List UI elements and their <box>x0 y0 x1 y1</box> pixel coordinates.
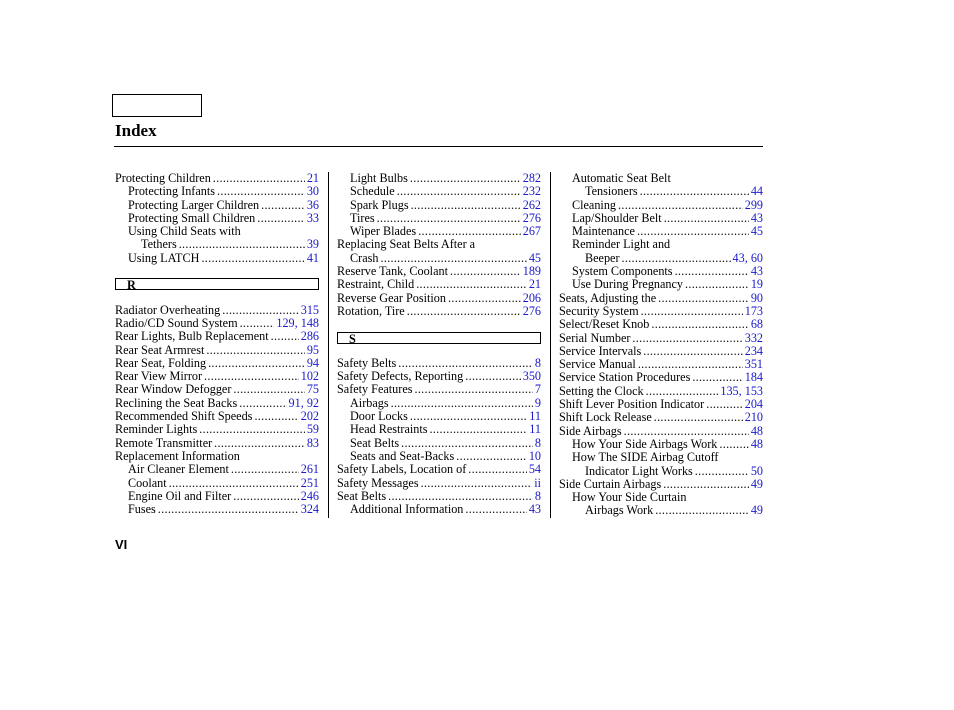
index-entry <box>337 225 541 238</box>
index-entry <box>559 451 763 464</box>
index-entry <box>115 477 319 490</box>
index-entry-page-link[interactable]: 11 <box>529 422 541 437</box>
dot-leader <box>401 437 533 450</box>
index-entry-term: Beeper <box>585 250 620 265</box>
index-entry-term: Protecting Small Children <box>128 210 256 225</box>
index-entry-page-link[interactable]: 90 <box>750 290 763 305</box>
dot-leader <box>622 252 731 265</box>
index-entry-term: How The SIDE Airbag Cutoff <box>572 450 719 465</box>
index-entry <box>115 437 319 450</box>
index-entry-page-link[interactable]: 267 <box>522 224 541 239</box>
dot-leader <box>214 437 305 450</box>
index-entry-page-link[interactable]: 21 <box>528 277 541 292</box>
index-entry-page-link[interactable]: 43 <box>528 502 541 517</box>
index-entry-term: Using Child Seats with <box>128 224 241 239</box>
index-entry <box>559 345 763 358</box>
index-entry-page-link[interactable]: 48 <box>750 436 763 451</box>
index-entry <box>559 465 763 478</box>
index-entry-page-link[interactable]: 44 <box>750 184 763 199</box>
dot-leader <box>654 411 743 424</box>
spacer <box>337 344 541 357</box>
index-entry-term: Reclining the Seat Backs <box>115 395 238 410</box>
index-entry-page-link[interactable]: 83 <box>306 435 319 450</box>
index-entry <box>115 423 319 436</box>
dot-leader <box>706 398 743 411</box>
index-entry-page-link[interactable]: 251 <box>300 475 319 490</box>
index-entry-page-link[interactable]: 45 <box>528 250 541 265</box>
index-entry <box>337 397 541 410</box>
index-entry-term: Seat Belts <box>337 488 387 503</box>
index-entry-page-link[interactable]: 9 <box>534 395 541 410</box>
dot-leader <box>257 212 305 225</box>
dot-leader <box>719 438 748 451</box>
index-entry-page-link[interactable]: 8 <box>534 355 541 370</box>
dot-leader <box>618 199 743 212</box>
index-entry-term: Tethers <box>141 237 177 252</box>
index-entry <box>115 357 319 370</box>
index-entry <box>337 199 541 212</box>
index-entry-term: Cleaning <box>572 197 617 212</box>
index-entry-term: Side Curtain Airbags <box>559 476 662 491</box>
index-entry-page-link[interactable]: 234 <box>744 343 763 358</box>
index-entry-term: Head Restraints <box>350 422 428 437</box>
dot-leader <box>199 423 305 436</box>
dot-leader <box>169 477 299 490</box>
dot-leader <box>638 358 743 371</box>
dot-leader <box>695 465 749 478</box>
index-entry-page-link[interactable]: 210 <box>744 410 763 425</box>
dot-leader <box>377 212 521 225</box>
dot-leader <box>468 463 527 476</box>
index-entry-term: Safety Belts <box>337 355 397 370</box>
index-entry <box>337 477 541 490</box>
spacer <box>115 290 319 303</box>
index-entry-page-link[interactable]: 43 <box>750 264 763 279</box>
index-entry-page-link[interactable]: 43 <box>750 210 763 225</box>
dot-leader <box>410 172 521 185</box>
index-entry <box>559 252 763 265</box>
index-entry-term: Engine Oil and Filter <box>128 488 232 503</box>
dot-leader <box>397 185 521 198</box>
dot-leader <box>240 317 275 330</box>
index-entry-page-link[interactable]: 261 <box>300 462 319 477</box>
index-entry-term: Rear View Mirror <box>115 369 203 384</box>
index-column-1 <box>115 172 319 516</box>
index-entry-term: Crash <box>350 250 379 265</box>
index-entry <box>559 278 763 291</box>
index-entry-term: Reminder Lights <box>115 422 198 437</box>
dot-leader <box>465 503 526 516</box>
index-entry-page-link[interactable]: 262 <box>522 197 541 212</box>
index-entry <box>115 212 319 225</box>
index-entry <box>115 450 319 463</box>
index-entry-term: Tensioners <box>585 184 638 199</box>
dot-leader <box>655 504 749 517</box>
dot-leader <box>643 345 742 358</box>
header-tab-box <box>112 94 202 117</box>
index-entry-term: Seats, Adjusting the <box>559 290 657 305</box>
index-entry <box>337 278 541 291</box>
index-entry <box>115 344 319 357</box>
index-entry <box>559 438 763 451</box>
index-entry <box>559 185 763 198</box>
index-entry-term: Light Bulbs <box>350 171 408 185</box>
index-entry-term: Coolant <box>128 475 167 490</box>
index-entry-term: Security System <box>559 303 639 318</box>
index-entry-page-link[interactable]: 204 <box>744 397 763 412</box>
dot-leader <box>646 385 719 398</box>
index-entry <box>559 358 763 371</box>
dot-leader <box>254 410 298 423</box>
index-entry <box>559 305 763 318</box>
index-entry-page-link[interactable]: 19 <box>750 277 763 292</box>
index-entry-term: Rear Seat, Folding <box>115 355 207 370</box>
index-entry-term: Additional Information <box>350 502 464 517</box>
index-entry-page-link[interactable]: 8 <box>534 488 541 503</box>
index-entry-page-link[interactable]: 276 <box>522 303 541 318</box>
index-entry-page-link[interactable]: 95 <box>306 342 319 357</box>
dot-leader <box>418 225 521 238</box>
index-entry <box>559 265 763 278</box>
index-entry <box>115 199 319 212</box>
index-entry-term: Service Manual <box>559 357 636 372</box>
index-entry-page-link[interactable]: 129, 148 <box>276 315 319 330</box>
index-entry-term: Airbags <box>350 395 389 410</box>
dot-leader <box>158 503 299 516</box>
dot-leader <box>450 265 521 278</box>
section-letter-header: R <box>115 278 319 290</box>
index-entry-page-link[interactable]: 246 <box>300 488 319 503</box>
index-entry-page-link[interactable]: 91, 92 <box>288 395 319 410</box>
dot-leader <box>208 357 305 370</box>
dot-leader <box>692 371 742 384</box>
index-entry <box>337 212 541 225</box>
index-entry-page-link[interactable]: 173 <box>744 303 763 318</box>
dot-leader <box>233 490 298 503</box>
index-entry <box>559 212 763 225</box>
dot-leader <box>675 265 749 278</box>
dot-leader <box>414 383 532 396</box>
index-entry-term: Maintenance <box>572 224 635 239</box>
index-entry-page-link[interactable]: 232 <box>522 184 541 199</box>
index-entry <box>115 172 319 185</box>
dot-leader <box>465 370 520 383</box>
index-entry <box>559 398 763 411</box>
index-entry <box>559 425 763 438</box>
dot-leader <box>430 423 528 436</box>
dot-leader <box>421 477 533 490</box>
dot-leader <box>217 185 305 198</box>
index-entry <box>559 491 763 504</box>
index-entry-page-link[interactable]: 39 <box>306 237 319 252</box>
index-entry-term: Use During Pregnancy <box>572 277 684 292</box>
index-entry <box>337 357 541 370</box>
index-entry-page-link[interactable]: 282 <box>522 171 541 185</box>
dot-leader <box>388 490 533 503</box>
title-rule <box>114 146 763 147</box>
index-entry-term: Restraint, Child <box>337 277 415 292</box>
index-entry-term: Setting the Clock <box>559 383 644 398</box>
index-entry-page-link[interactable]: 48 <box>750 423 763 438</box>
index-entry <box>559 318 763 331</box>
dot-leader <box>179 238 305 251</box>
index-entry-page-link[interactable]: 286 <box>300 329 319 344</box>
index-entry-page-link[interactable]: 8 <box>534 435 541 450</box>
index-entry-page-link[interactable]: 30 <box>306 184 319 199</box>
index-entry <box>337 450 541 463</box>
index-column-3 <box>559 172 763 518</box>
spacer <box>115 265 319 278</box>
index-entry-term: Safety Messages <box>337 475 419 490</box>
index-entry <box>559 172 763 185</box>
index-entry <box>115 330 319 343</box>
index-entry <box>337 172 541 185</box>
index-entry <box>337 265 541 278</box>
index-entry-page-link[interactable]: 7 <box>534 382 541 397</box>
index-entry <box>559 504 763 517</box>
index-entry <box>559 292 763 305</box>
dot-leader <box>233 383 304 396</box>
index-entry <box>115 304 319 317</box>
index-entry <box>337 463 541 476</box>
dot-leader <box>456 450 527 463</box>
index-entry-term: Seats and Seat-Backs <box>350 448 455 463</box>
index-entry <box>115 317 319 330</box>
dot-leader <box>632 332 742 345</box>
index-entry <box>337 410 541 423</box>
index-entry <box>559 225 763 238</box>
index-entry <box>337 252 541 265</box>
index-entry <box>337 503 541 516</box>
index-entry-term: Select/Reset Knob <box>559 317 650 332</box>
index-entry-term: Recommended Shift Speeds <box>115 409 253 424</box>
index-entry-page-link[interactable]: 102 <box>300 369 319 384</box>
dot-leader <box>411 199 521 212</box>
index-entry <box>337 238 541 251</box>
index-entry-term: Remote Transmitter <box>115 435 213 450</box>
index-entry <box>559 411 763 424</box>
index-entry-term: Automatic Seat Belt <box>572 171 671 185</box>
index-entry-page-link[interactable]: 33 <box>306 210 319 225</box>
index-entry-term: Reminder Light and <box>572 237 671 252</box>
index-entry-page-link[interactable]: 184 <box>744 370 763 385</box>
dot-leader <box>410 410 527 423</box>
index-entry-page-link[interactable]: 49 <box>750 476 763 491</box>
index-entry <box>559 385 763 398</box>
index-entry-page-link[interactable]: 276 <box>522 210 541 225</box>
index-entry <box>337 423 541 436</box>
index-entry <box>337 305 541 318</box>
index-entry-term: Serial Number <box>559 330 631 345</box>
index-column-2 <box>337 172 541 516</box>
index-entry <box>559 238 763 251</box>
index-entry-term: Protecting Infants <box>128 184 215 199</box>
index-entry-term: Rear Lights, Bulb Replacement <box>115 329 269 344</box>
index-entry-page-link[interactable]: 41 <box>306 250 319 265</box>
dot-leader <box>658 292 749 305</box>
spacer <box>337 318 541 331</box>
dot-leader <box>239 397 286 410</box>
dot-leader <box>641 305 743 318</box>
index-entry-page-link[interactable]: 135, 153 <box>720 383 763 398</box>
index-entry-term: Air Cleaner Element <box>128 462 229 477</box>
index-entry-term: Reserve Tank, Coolant <box>337 264 448 279</box>
index-entry-page-link[interactable]: 94 <box>306 355 319 370</box>
index-entry <box>337 292 541 305</box>
index-entry-term: Reverse Gear Position <box>337 290 446 305</box>
index-entry-term: Side Airbags <box>559 423 622 438</box>
index-entry-term: Safety Features <box>337 382 413 397</box>
index-entry-term: Service Station Procedures <box>559 370 691 385</box>
index-entry-term: Radiator Overheating <box>115 302 221 317</box>
index-entry-page-link[interactable]: 332 <box>744 330 763 345</box>
index-entry-term: Protecting Larger Children <box>128 197 260 212</box>
index-entry-page-link[interactable]: 68 <box>750 317 763 332</box>
index-entry-page-link[interactable]: 49 <box>750 503 763 518</box>
index-entry-page-link[interactable]: 315 <box>300 302 319 317</box>
index-entry-term: Seat Belts <box>350 435 400 450</box>
dot-leader <box>640 185 749 198</box>
index-entry-term: Replacement Information <box>115 448 240 463</box>
index-entry-page-link[interactable]: 10 <box>528 448 541 463</box>
index-entry-term: Tires <box>350 210 375 225</box>
dot-leader <box>213 172 305 185</box>
index-entry-term: Rotation, Tire <box>337 303 405 318</box>
index-entry <box>115 463 319 476</box>
index-entry <box>559 478 763 491</box>
dot-leader <box>206 344 304 357</box>
index-entry-page-link[interactable]: 206 <box>522 290 541 305</box>
index-entry <box>115 238 319 251</box>
index-entry <box>337 490 541 503</box>
index-entry-page-link[interactable]: 202 <box>300 409 319 424</box>
dot-leader <box>201 252 304 265</box>
index-entry <box>337 437 541 450</box>
index-entry-page-link[interactable]: 324 <box>300 502 319 517</box>
index-entry <box>115 490 319 503</box>
index-entry <box>115 370 319 383</box>
dot-leader <box>685 278 749 291</box>
index-entry-term: Safety Defects, Reporting <box>337 369 464 384</box>
index-entry <box>115 503 319 516</box>
index-entry <box>337 185 541 198</box>
dot-leader <box>663 478 749 491</box>
column-divider-2 <box>550 172 551 518</box>
dot-leader <box>222 304 298 317</box>
index-entry-page-link[interactable]: 59 <box>306 422 319 437</box>
index-entry <box>115 225 319 238</box>
section-letter-header: S <box>337 332 541 344</box>
index-entry-term: Indicator Light Works <box>585 463 693 478</box>
dot-leader <box>380 252 526 265</box>
dot-leader <box>624 425 749 438</box>
index-entry-term: Shift Lever Position Indicator <box>559 397 705 412</box>
dot-leader <box>398 357 533 370</box>
index-entry-page-link[interactable]: 45 <box>750 224 763 239</box>
index-entry <box>115 252 319 265</box>
index-entry-term: Schedule <box>350 184 395 199</box>
index-entry-term: Replacing Seat Belts After a <box>337 237 476 252</box>
index-entry-page-link[interactable]: 299 <box>744 197 763 212</box>
index-entry-term: Using LATCH <box>128 250 200 265</box>
dot-leader <box>271 330 299 343</box>
index-entry-page-link[interactable]: ii <box>534 475 541 490</box>
dot-leader <box>448 292 521 305</box>
index-entry-page-link[interactable]: 50 <box>750 463 763 478</box>
index-entry-term: How Your Side Airbags Work <box>572 436 718 451</box>
index-entry-term: System Components <box>572 264 673 279</box>
index-entry <box>115 410 319 423</box>
index-entry <box>559 332 763 345</box>
index-entry-term: Safety Labels, Location of <box>337 462 467 477</box>
index-entry-term: Radio/CD Sound System <box>115 315 238 330</box>
index-entry-term: Fuses <box>128 502 156 517</box>
dot-leader <box>261 199 305 212</box>
dot-leader <box>637 225 749 238</box>
index-entry-term: Protecting Children <box>115 171 211 185</box>
index-entry-page-link[interactable]: 36 <box>306 197 319 212</box>
index-entry-term: Shift Lock Release <box>559 410 652 425</box>
index-entry-page-link[interactable]: 54 <box>528 462 541 477</box>
index-entry <box>559 371 763 384</box>
index-entry <box>115 383 319 396</box>
index-entry-page-link[interactable]: 350 <box>522 369 541 384</box>
dot-leader <box>231 463 299 476</box>
index-entry <box>115 397 319 410</box>
dot-leader <box>391 397 533 410</box>
dot-leader <box>416 278 527 291</box>
index-entry-page-link[interactable]: 189 <box>522 264 541 279</box>
index-entry <box>559 199 763 212</box>
dot-leader <box>651 318 748 331</box>
page-number: VI <box>115 537 128 552</box>
index-entry-term: Wiper Blades <box>350 224 417 239</box>
dot-leader <box>407 305 521 318</box>
index-entry-page-link[interactable]: 21 <box>306 171 319 185</box>
index-entry-term: Airbags Work <box>585 503 654 518</box>
index-entry <box>115 185 319 198</box>
index-entry-page-link[interactable]: 351 <box>744 357 763 372</box>
page-title: Index <box>115 121 157 140</box>
column-divider-1 <box>328 172 329 518</box>
index-entry-page-link[interactable]: 43, 60 <box>732 250 763 265</box>
dot-leader <box>204 370 299 383</box>
dot-leader <box>664 212 749 225</box>
index-entry <box>337 370 541 383</box>
index-entry-term: Rear Window Defogger <box>115 382 232 397</box>
index-entry-term: Lap/Shoulder Belt <box>572 210 662 225</box>
index-entry <box>337 383 541 396</box>
index-entry-page-link[interactable]: 11 <box>529 409 541 424</box>
index-entry-term: Rear Seat Armrest <box>115 342 205 357</box>
index-entry-term: Service Intervals <box>559 343 642 358</box>
index-entry-term: How Your Side Curtain <box>572 490 687 505</box>
index-entry-term: Door Locks <box>350 409 408 424</box>
index-entry-page-link[interactable]: 75 <box>306 382 319 397</box>
index-entry-term: Spark Plugs <box>350 197 409 212</box>
